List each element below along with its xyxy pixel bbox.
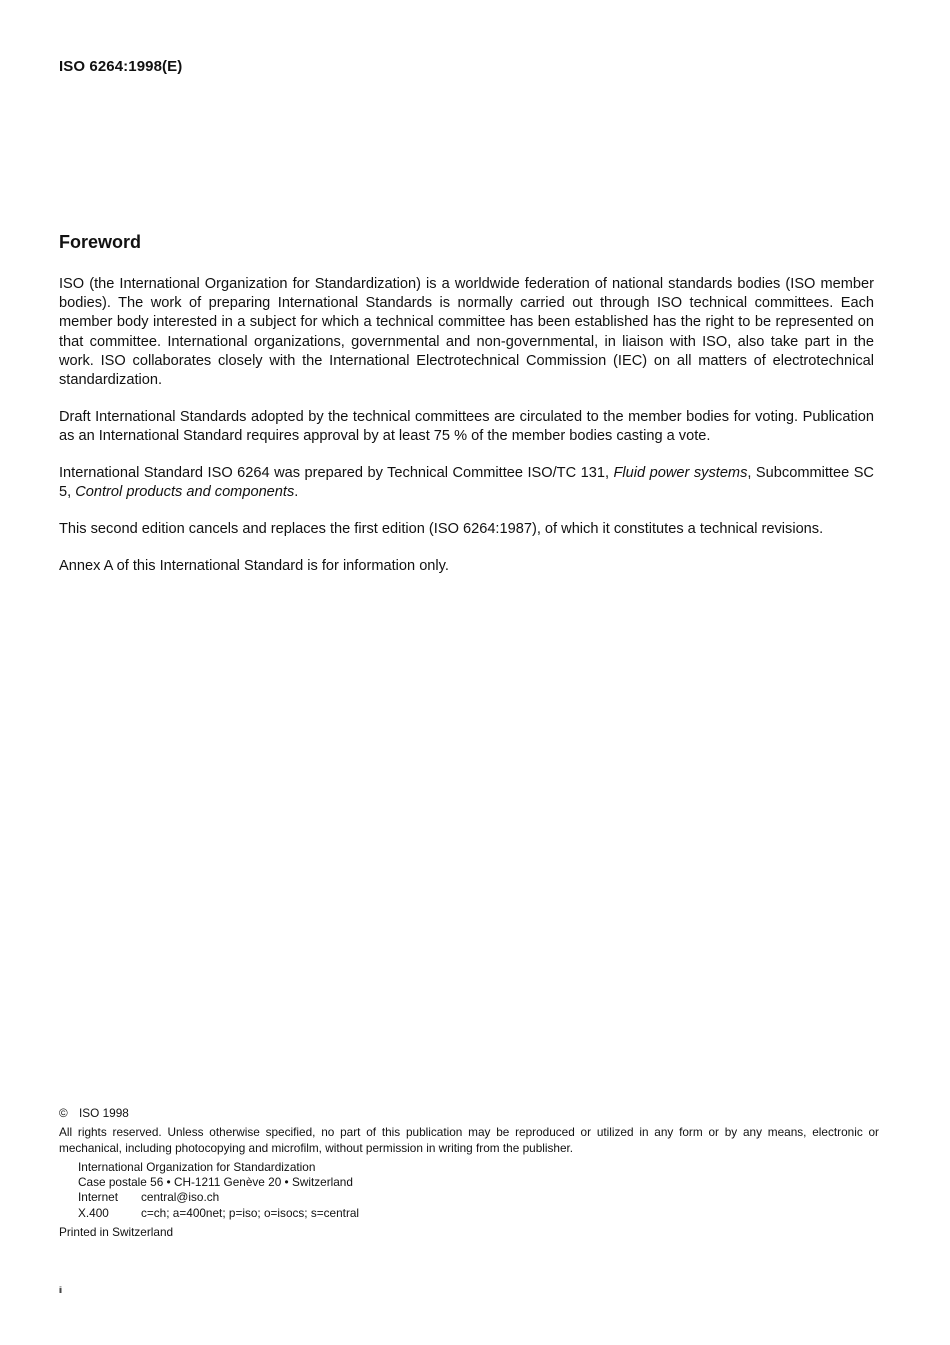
preparation-text-prefix: International Standard ISO 6264 was prepared by Technical Committee ISO/TC 131, xyxy=(59,464,614,481)
printed-in: Printed in Switzerland xyxy=(59,1225,174,1240)
x400-row xyxy=(78,1206,879,1221)
sc-title: Control products and components xyxy=(75,484,295,501)
publisher-name: International Organization for Standardization xyxy=(78,1159,316,1174)
page-number: ii xyxy=(59,1285,61,1295)
postal-address: Case postale 56 • CH-1211 Genève 20 • Switzerland xyxy=(78,1175,353,1190)
foreword-heading: Foreword xyxy=(59,232,142,252)
copyright-year: ISO 1998 xyxy=(79,1106,129,1120)
copyright-symbol: © xyxy=(59,1106,68,1120)
foreword-paragraph-annex: Annex A of this International Standard is for information only. xyxy=(59,557,449,574)
internet-row xyxy=(78,1190,879,1205)
copyright-block xyxy=(59,1106,879,1240)
document-id-header: ISO 6264:1998(E) xyxy=(59,58,183,75)
foreword-paragraph-edition: This second edition cancels and replaces the first edition (ISO 6264:1987), of which it constitutes a technical revisions. xyxy=(59,520,824,537)
preparation-text-mid: , Subcommittee SC 5, xyxy=(59,464,874,501)
foreword-paragraph-iso-intro: ISO (the International Organization for Standardization) is a worldwide federation of national standards bodies (ISO member bodies). The work of preparing International Standards is normally carried out through ISO technical committees. Each member body interested in a subject for which a technical committee has been established has the right to be represented on that committee. International organizations, governmental and non-governmental, in liaison with ISO, also take part in the work. ISO collaborates closely with the International Electrotechnical Commission (IEC) on all matters of electrotechnical standardization. xyxy=(59,276,874,389)
foreword-paragraph-preparation xyxy=(59,464,874,502)
x400-label: X.400 xyxy=(78,1205,109,1220)
tc-title: Fluid power systems xyxy=(613,464,748,481)
copyright-notice xyxy=(59,1106,879,1121)
publisher-address xyxy=(59,1160,879,1221)
preparation-text-suffix: . xyxy=(294,484,299,501)
rights-statement: All rights reserved. Unless otherwise specified, no part of this publication may be reproduced or utilized in any form or by any means, electronic or mechanical, including photocopying and microfilm, without permission in writing from the publisher. xyxy=(59,1125,879,1155)
foreword-paragraph-voting: Draft International Standards adopted by the technical committees are circulated to the member bodies for voting. Publication as an International Standard requires approval by at least 75 % of the member bodies casting a vote. xyxy=(59,408,874,445)
internet-email: central@iso.ch xyxy=(141,1190,220,1205)
foreword-body xyxy=(59,275,874,593)
internet-label: Internet xyxy=(78,1190,119,1205)
x400-address: c=ch; a=400net; p=iso; o=isocs; s=central xyxy=(141,1205,360,1220)
